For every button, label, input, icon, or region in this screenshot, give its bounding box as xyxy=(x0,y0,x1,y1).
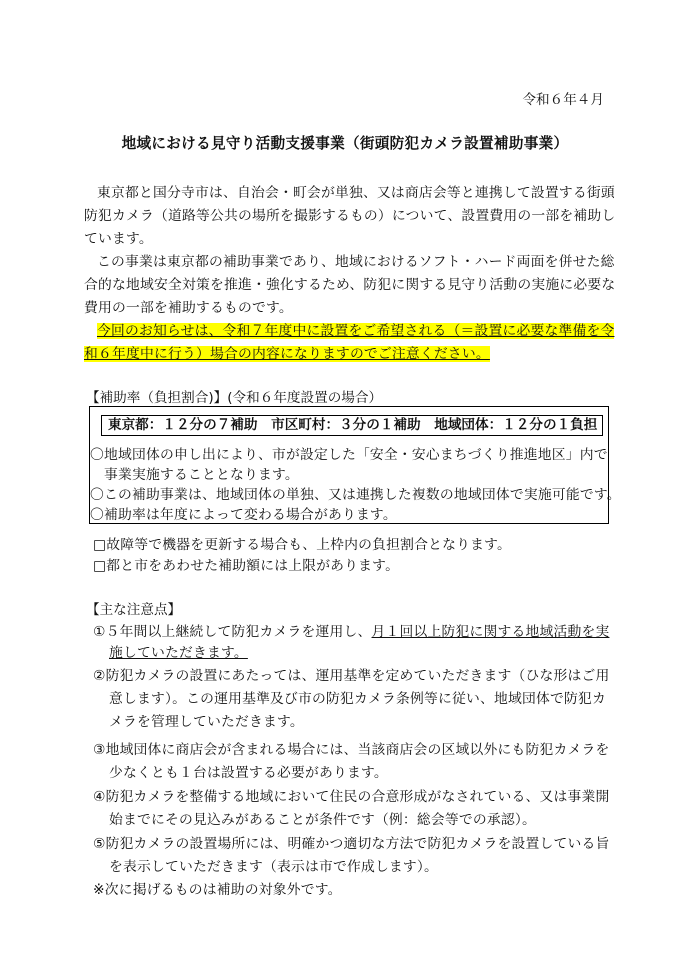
note-5-line1: ⑤防犯カメラの設置場所には、明確かつ適切な方法で防犯カメラを設置している旨 xyxy=(93,836,610,852)
note-3-line2: 少なくとも１台は設置する必要があります。 xyxy=(109,765,388,781)
subsidy-after-line1: □故障等で機器を更新する場合も、上枠内の負担割合となります。 xyxy=(93,537,512,553)
notice-line1 xyxy=(84,319,614,339)
subsidy-box-line4: 〇補助率は年度によって変わる場合があります。 xyxy=(90,507,397,523)
notice-line2 xyxy=(84,342,490,362)
note-1-underlined-2: 施していただきます。 xyxy=(109,645,248,661)
intro-p1-line1: 東京都と国分寺市は、自治会・町会が単独、又は商店会等と連携して設置する街頭 xyxy=(97,185,615,201)
note-1-line2 xyxy=(109,641,248,661)
notes-footer: ※次に掲げるものは補助の対象外です。 xyxy=(93,882,342,898)
intro-p2-line1: この事業は東京都の補助事業であり、地域におけるソフト・ハード両面を併せた総 xyxy=(97,254,615,270)
intro-p1-line2: 防犯カメラ（道路等公共の場所を撮影するもの）について、設置費用の一部を補助し xyxy=(84,208,616,224)
note-2-line2: 意します）。この運用基準及び市の防犯カメラ条例等に従い、地域団体で防犯カ xyxy=(109,691,606,707)
document-date: 令和６年４月 xyxy=(522,92,604,108)
notes-heading: 【主な注意点】 xyxy=(86,602,182,618)
note-1-text: ①５年間以上継続して防犯カメラを運用し、 xyxy=(93,624,372,640)
intro-p2-line3: 費用の一部を補助するものです。 xyxy=(84,300,293,316)
note-1-underlined-1: 月１回以上防犯に関する地域活動を実 xyxy=(371,624,610,640)
intro-p1-line3: ています。 xyxy=(84,231,153,247)
subsidy-heading: 【補助率（負担割合)】(令和６年度設置の場合） xyxy=(86,390,383,406)
notice-highlight-1: 今回のお知らせは、令和７年度中に設置をご希望される（＝設置に必要な準備を令 xyxy=(97,323,615,339)
subsidy-box-line1: 〇地域団体の申し出により、市が設定した「安全・安心まちづくり推進地区」内で xyxy=(90,447,608,463)
subsidy-box-line3: 〇この補助事業は、地域団体の単独、又は連携した複数の地域団体で実施可能です。 xyxy=(90,487,621,503)
document-title: 地域における見守り活動支援事業（街頭防犯カメラ設置補助事業） xyxy=(121,135,569,152)
subsidy-ratio: 東京都：１２分の７補助 市区町村：３分の１補助 地域団体：１２分の１負担 xyxy=(101,415,603,436)
note-5-line2: を表示していただきます（表示は市で作成します）。 xyxy=(109,859,439,875)
subsidy-box-line2: 事業実施することとなります。 xyxy=(90,467,299,483)
note-4-line1: ④防犯カメラを整備する地域において住民の合意形成がなされている、又は事業開 xyxy=(93,789,610,805)
note-2-line1: ②防犯カメラの設置にあたっては、運用基準を定めていただきます（ひな形はご用 xyxy=(93,668,610,684)
note-2-line3: メラを管理していただきます。 xyxy=(109,714,304,730)
intro-p2-line2: 合的な地域安全対策を推進・強化するため、防犯に関する見守り活動の実施に必要な xyxy=(84,277,616,293)
note-1-line1 xyxy=(93,620,609,640)
note-4-line2: 始までにその見込みがあることが条件です（例：総会等での承認）。 xyxy=(109,812,537,828)
note-3-line1: ③地域団体に商店会が含まれる場合には、当該商店会の区域以外にも防犯カメラを xyxy=(93,742,610,758)
notice-highlight-2: 和６年度中に行う）場合の内容になりますのでご注意ください。 xyxy=(84,346,490,362)
subsidy-after-line2: □都と市をあわせた補助額には上限があります。 xyxy=(93,558,400,574)
